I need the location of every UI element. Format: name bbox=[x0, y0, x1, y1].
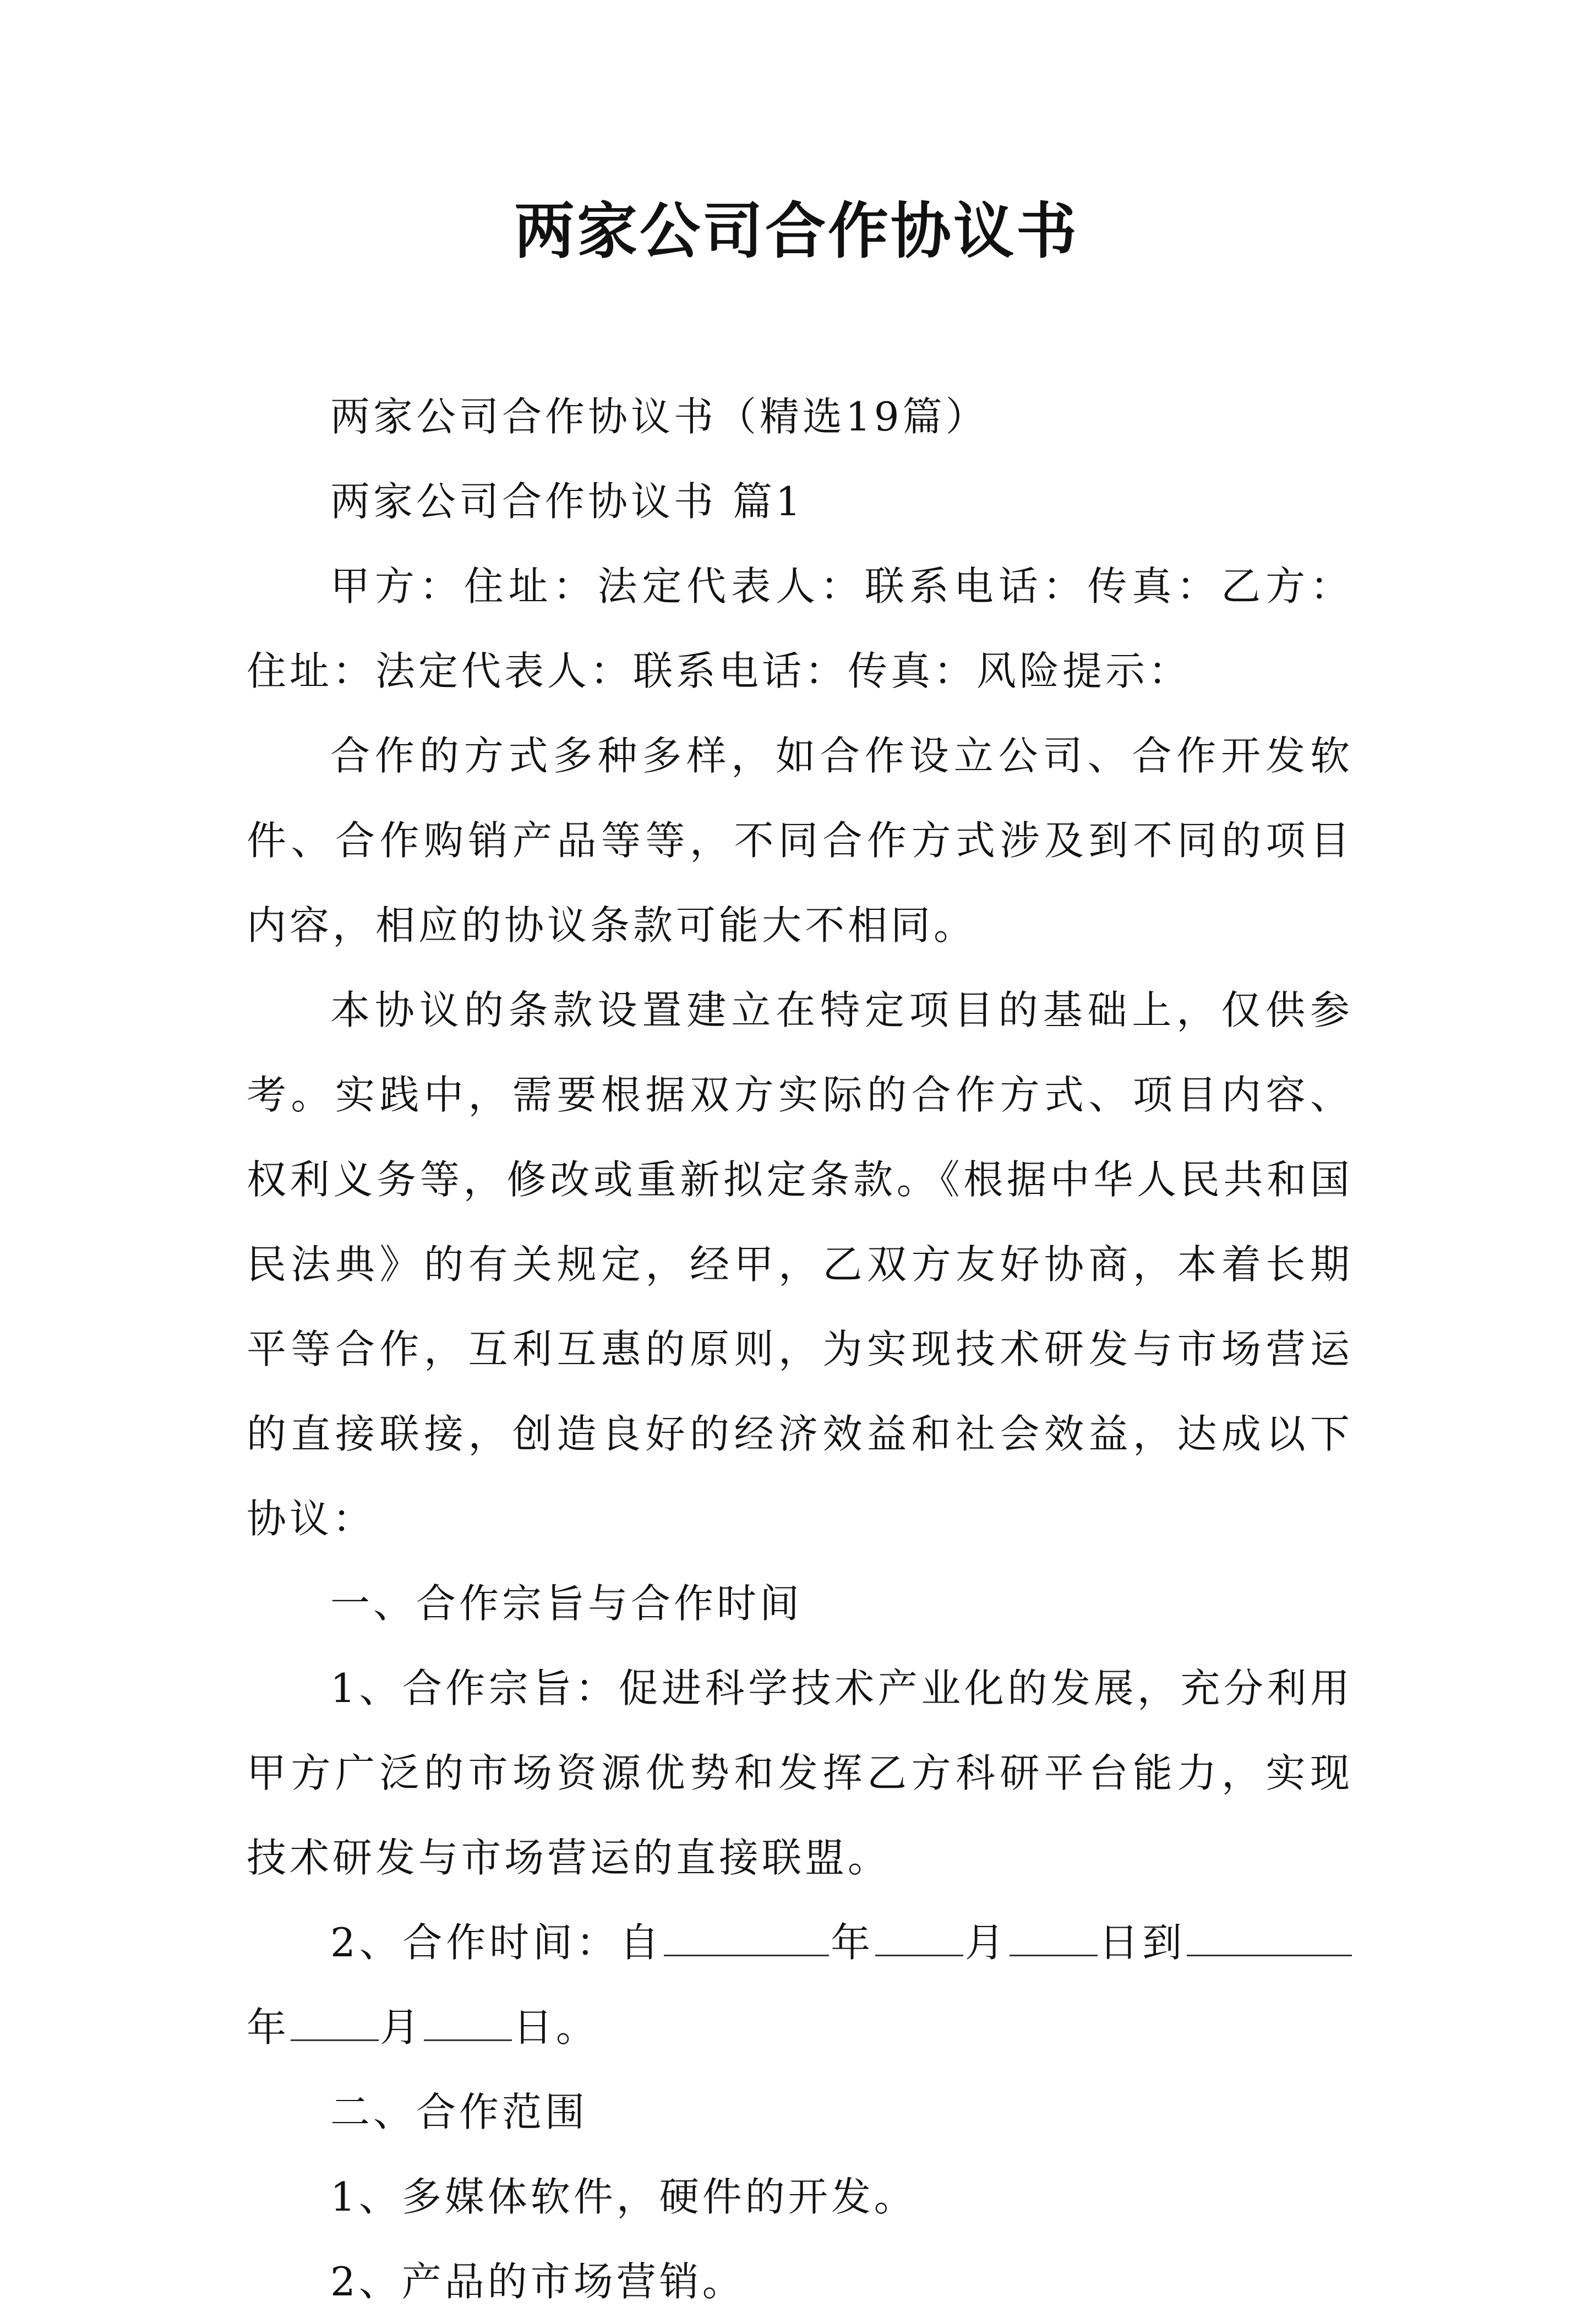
end-year-blank bbox=[1187, 1915, 1352, 1956]
risk-paragraph-2: 本协议的条款设置建立在特定项目的基础上，仅供参考。实践中，需要根据双方实际的合作方式、项目内容、权利义务等，修改或重新拟定条款。《根据中华人民共和国民法典》的有关规定，经甲，乙双方友好协商，本着长期平等合作，互利互惠的原则，为实现技术研发与市场营运的直接联接，创造良好的经济效益和社会效益，达成以下协议： bbox=[247, 987, 1353, 1542]
heading-cooperation-purpose-time: 一、合作宗旨与合作时间 bbox=[330, 1580, 803, 1627]
time-month-1: 月 bbox=[964, 1919, 1008, 1966]
heading-cooperation-scope: 二、合作范围 bbox=[330, 2089, 588, 2135]
end-day-blank bbox=[424, 2000, 512, 2041]
start-month-blank bbox=[875, 1915, 963, 1956]
time-year-2: 年 bbox=[247, 2004, 290, 2050]
section-heading: 两家公司合作协议书 篇1 bbox=[330, 478, 804, 525]
item-scope-1: 1、多媒体软件，硬件的开发。 bbox=[330, 2174, 917, 2220]
item-scope-2: 2、产品的市场营销。 bbox=[330, 2258, 745, 2305]
time-year-1: 年 bbox=[830, 1919, 874, 1966]
time-prefix: 2、合作时间：自 bbox=[330, 1919, 663, 1966]
end-month-blank bbox=[291, 2000, 379, 2041]
item-cooperation-purpose: 1、合作宗旨：促进科学技术产业化的发展，充分利用甲方广泛的市场资源优势和发挥乙方科研平台能力，实现技术研发与市场营运的直接联盟。 bbox=[247, 1665, 1353, 1881]
document-subtitle: 两家公司合作协议书（精选19篇） bbox=[330, 394, 989, 440]
start-day-blank bbox=[1010, 1915, 1098, 1956]
time-day-end: 日。 bbox=[513, 2004, 599, 2050]
start-year-blank bbox=[664, 1915, 829, 1956]
parties-paragraph: 甲方：住址：法定代表人：联系电话：传真：乙方：住址：法定代表人：联系电话：传真：风险提示： bbox=[247, 563, 1353, 694]
item-cooperation-time bbox=[247, 1900, 1353, 2070]
document-title: 两家公司合作协议书 bbox=[514, 196, 1079, 266]
time-day-to: 日到 bbox=[1098, 1919, 1186, 1966]
document-body bbox=[247, 374, 1353, 2324]
risk-paragraph-1: 合作的方式多种多样，如合作设立公司、合作开发软件、合作购销产品等等，不同合作方式涉及到不同的项目内容，相应的协议条款可能大不相同。 bbox=[247, 733, 1353, 948]
time-month-2: 月 bbox=[380, 2004, 423, 2050]
